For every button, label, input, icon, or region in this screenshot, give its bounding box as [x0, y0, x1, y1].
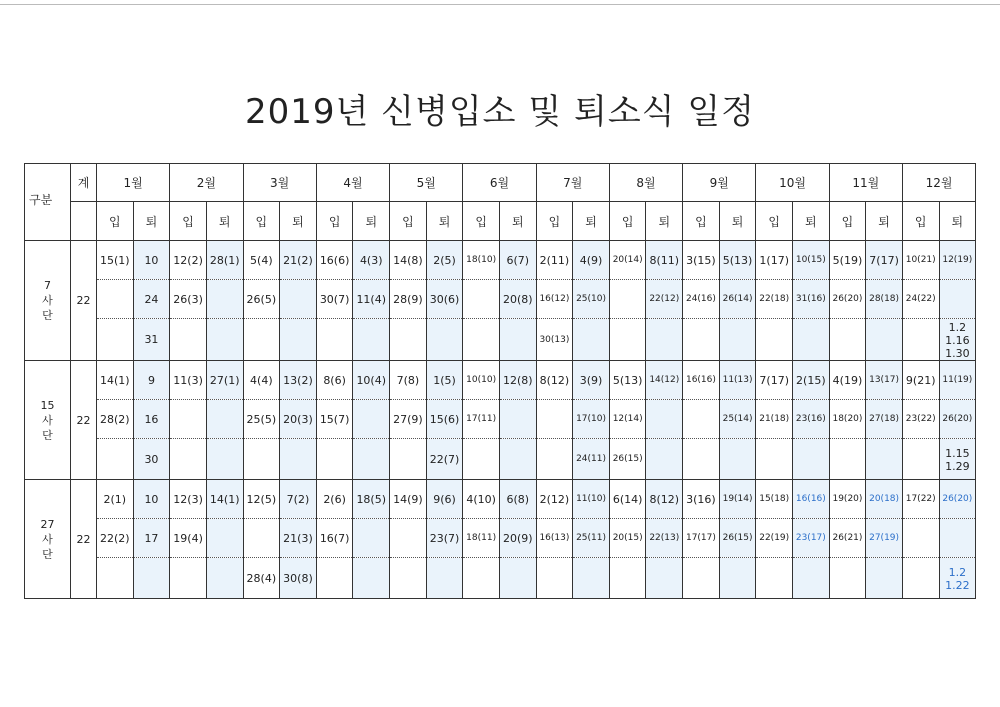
toe-cell: 15(6)	[426, 400, 463, 439]
toe-cell	[206, 558, 243, 599]
toe-cell: 11(4)	[353, 280, 390, 319]
month-header: 2월	[170, 164, 243, 202]
ip-header: 입	[829, 202, 866, 241]
ip-cell: 24(22)	[902, 280, 939, 319]
toe-cell: 2(15)	[793, 361, 830, 400]
toe-header: 퇴	[939, 202, 976, 241]
month-header: 5월	[390, 164, 463, 202]
ip-cell: 22(18)	[756, 280, 793, 319]
toe-cell	[939, 280, 976, 319]
schedule-row	[25, 519, 976, 558]
ip-cell: 18(20)	[829, 400, 866, 439]
ip-cell	[829, 558, 866, 599]
division-label-line: 사	[42, 413, 53, 427]
toe-cell: 10(15)	[793, 241, 830, 280]
toe-cell: 21(2)	[280, 241, 317, 280]
toe-cell: 22(13)	[646, 519, 683, 558]
ip-cell: 5(19)	[829, 241, 866, 280]
toe-cell: 30	[133, 439, 170, 480]
ip-cell	[902, 519, 939, 558]
toe-cell	[499, 319, 536, 361]
toe-cell: 26(15)	[719, 519, 756, 558]
division-label	[25, 241, 71, 361]
schedule-row	[25, 319, 976, 361]
ip-cell: 30(13)	[536, 319, 573, 361]
ip-cell: 8(12)	[536, 361, 573, 400]
toe-cell: 23(16)	[793, 400, 830, 439]
ip-cell: 18(11)	[463, 519, 500, 558]
ip-cell: 5(13)	[609, 361, 646, 400]
toe-cell: 4(3)	[353, 241, 390, 280]
toe-header: 퇴	[866, 202, 903, 241]
toe-header: 퇴	[133, 202, 170, 241]
ip-cell: 28(2)	[97, 400, 134, 439]
ip-cell: 26(20)	[829, 280, 866, 319]
toe-cell: 1(5)	[426, 361, 463, 400]
ip-cell: 16(6)	[316, 241, 353, 280]
ip-header: 입	[756, 202, 793, 241]
toe-cell	[206, 319, 243, 361]
schedule-row	[25, 361, 976, 400]
ip-cell	[316, 439, 353, 480]
ip-cell: 16(7)	[316, 519, 353, 558]
toe-cell: 8(11)	[646, 241, 683, 280]
ip-header: 입	[536, 202, 573, 241]
ip-cell: 12(14)	[609, 400, 646, 439]
ip-cell: 9(21)	[902, 361, 939, 400]
division-total: 22	[71, 480, 97, 599]
ip-cell	[829, 439, 866, 480]
ip-cell: 19(20)	[829, 480, 866, 519]
toe-cell	[646, 439, 683, 480]
toe-cell	[866, 558, 903, 599]
ip-cell	[536, 439, 573, 480]
ip-cell: 4(4)	[243, 361, 280, 400]
division-label-line: 단	[42, 547, 53, 561]
toe-cell	[646, 400, 683, 439]
toe-cell: 31(16)	[793, 280, 830, 319]
ip-cell	[756, 558, 793, 599]
ip-cell: 4(10)	[463, 480, 500, 519]
ip-cell	[316, 558, 353, 599]
ip-cell: 28(4)	[243, 558, 280, 599]
ip-cell: 20(14)	[609, 241, 646, 280]
division-label-line: 27	[40, 517, 55, 531]
toe-header: 퇴	[499, 202, 536, 241]
toe-cell	[793, 319, 830, 361]
toe-cell	[499, 400, 536, 439]
ip-cell: 15(1)	[97, 241, 134, 280]
schedule-table	[24, 163, 976, 599]
toe-cell: 20(18)	[866, 480, 903, 519]
ip-cell	[902, 439, 939, 480]
toe-cell: 10	[133, 241, 170, 280]
toe-header: 퇴	[206, 202, 243, 241]
division-label-line: 사	[42, 294, 53, 307]
month-header: 4월	[316, 164, 389, 202]
ip-cell	[756, 319, 793, 361]
toe-cell: 14(12)	[646, 361, 683, 400]
division-label-line: 사	[42, 532, 53, 546]
toe-cell	[719, 319, 756, 361]
toe-cell: 6(8)	[499, 480, 536, 519]
toe-cell: 10	[133, 480, 170, 519]
toe-cell: 20(8)	[499, 280, 536, 319]
toe-cell: 4(9)	[573, 241, 610, 280]
ip-cell: 2(11)	[536, 241, 573, 280]
toe-cell	[719, 558, 756, 599]
toe-cell	[206, 439, 243, 480]
toe-cell	[133, 558, 170, 599]
ip-cell	[463, 439, 500, 480]
toe-cell: 26(14)	[719, 280, 756, 319]
ip-cell	[243, 319, 280, 361]
toe-cell: 3(9)	[573, 361, 610, 400]
toe-cell	[280, 319, 317, 361]
ip-header: 입	[609, 202, 646, 241]
ip-cell	[756, 439, 793, 480]
ip-cell	[609, 319, 646, 361]
ip-cell: 17(17)	[683, 519, 720, 558]
toe-header: 퇴	[426, 202, 463, 241]
ip-header: 입	[390, 202, 427, 241]
ip-cell: 21(18)	[756, 400, 793, 439]
ip-cell: 16(13)	[536, 519, 573, 558]
toe-cell: 22(12)	[646, 280, 683, 319]
toe-cell: 7(17)	[866, 241, 903, 280]
ip-cell: 20(15)	[609, 519, 646, 558]
ip-cell: 11(3)	[170, 361, 207, 400]
toe-cell: 2(5)	[426, 241, 463, 280]
toe-cell	[353, 519, 390, 558]
toe-cell	[573, 558, 610, 599]
ip-cell	[316, 319, 353, 361]
toe-cell: 14(1)	[206, 480, 243, 519]
ip-cell: 10(10)	[463, 361, 500, 400]
ip-cell	[463, 558, 500, 599]
toe-cell	[646, 558, 683, 599]
toe-cell: 13(17)	[866, 361, 903, 400]
ip-cell	[463, 319, 500, 361]
scan-top-edge	[0, 4, 1000, 5]
ip-cell	[97, 319, 134, 361]
ip-cell	[170, 319, 207, 361]
toe-cell	[866, 439, 903, 480]
ip-cell: 19(4)	[170, 519, 207, 558]
ip-cell	[683, 439, 720, 480]
ip-header: 입	[683, 202, 720, 241]
toe-cell	[353, 319, 390, 361]
ip-cell: 10(21)	[902, 241, 939, 280]
toe-cell: 1.2 1.16 1.30	[939, 319, 976, 361]
ip-cell: 7(8)	[390, 361, 427, 400]
ip-cell: 3(16)	[683, 480, 720, 519]
toe-header: 퇴	[280, 202, 317, 241]
ip-cell: 26(15)	[609, 439, 646, 480]
ip-cell: 5(4)	[243, 241, 280, 280]
ip-cell	[390, 319, 427, 361]
toe-cell: 16	[133, 400, 170, 439]
month-header-row	[25, 164, 976, 202]
ip-cell	[97, 558, 134, 599]
toe-cell: 12(19)	[939, 241, 976, 280]
schedule-row	[25, 439, 976, 480]
toe-cell: 11(10)	[573, 480, 610, 519]
ip-cell: 14(9)	[390, 480, 427, 519]
ip-cell: 23(22)	[902, 400, 939, 439]
toe-cell: 12(8)	[499, 361, 536, 400]
ip-cell: 2(6)	[316, 480, 353, 519]
toe-cell: 8(12)	[646, 480, 683, 519]
toe-header: 퇴	[573, 202, 610, 241]
ip-cell: 2(1)	[97, 480, 134, 519]
toe-cell: 23(17)	[793, 519, 830, 558]
ip-cell	[243, 519, 280, 558]
schedule-row	[25, 480, 976, 519]
toe-cell: 23(7)	[426, 519, 463, 558]
ip-cell	[609, 280, 646, 319]
ip-cell: 17(22)	[902, 480, 939, 519]
ip-cell: 26(21)	[829, 519, 866, 558]
ip-cell	[683, 319, 720, 361]
toe-cell: 28(18)	[866, 280, 903, 319]
ip-header: 입	[463, 202, 500, 241]
toe-cell: 24	[133, 280, 170, 319]
toe-cell: 17(10)	[573, 400, 610, 439]
ip-cell	[243, 439, 280, 480]
ip-cell: 7(17)	[756, 361, 793, 400]
month-header: 10월	[756, 164, 829, 202]
toe-cell: 31	[133, 319, 170, 361]
toe-cell	[280, 280, 317, 319]
toe-header: 퇴	[719, 202, 756, 241]
page-title: 2019년 신병입소 및 퇴소식 일정	[244, 92, 756, 132]
toe-cell: 6(7)	[499, 241, 536, 280]
ip-cell: 30(7)	[316, 280, 353, 319]
ip-cell: 16(16)	[683, 361, 720, 400]
toe-cell: 24(11)	[573, 439, 610, 480]
division-label-line: 단	[42, 428, 53, 442]
ip-cell	[390, 439, 427, 480]
ip-cell	[97, 280, 134, 319]
toe-cell: 25(10)	[573, 280, 610, 319]
toe-cell: 1.15 1.29	[939, 439, 976, 480]
ip-cell	[902, 558, 939, 599]
toe-cell	[646, 319, 683, 361]
toe-cell	[866, 319, 903, 361]
toe-cell: 19(14)	[719, 480, 756, 519]
total-header: 계	[71, 164, 97, 202]
toe-cell: 21(3)	[280, 519, 317, 558]
ip-cell: 12(5)	[243, 480, 280, 519]
month-header: 3월	[243, 164, 316, 202]
ip-header: 입	[97, 202, 134, 241]
ip-cell: 25(5)	[243, 400, 280, 439]
toe-cell: 27(19)	[866, 519, 903, 558]
ip-cell	[536, 400, 573, 439]
gubun-header: 구분	[25, 164, 71, 241]
ip-cell	[609, 558, 646, 599]
toe-cell: 18(5)	[353, 480, 390, 519]
ip-header: 입	[902, 202, 939, 241]
ip-cell: 17(11)	[463, 400, 500, 439]
toe-cell: 30(6)	[426, 280, 463, 319]
ip-cell	[170, 439, 207, 480]
schedule-row	[25, 280, 976, 319]
ip-cell: 15(7)	[316, 400, 353, 439]
toe-cell: 11(19)	[939, 361, 976, 400]
division-total: 22	[71, 361, 97, 480]
month-header: 7월	[536, 164, 609, 202]
toe-cell: 28(1)	[206, 241, 243, 280]
toe-cell: 25(14)	[719, 400, 756, 439]
toe-cell: 27(18)	[866, 400, 903, 439]
division-total: 22	[71, 241, 97, 361]
toe-cell	[353, 439, 390, 480]
ip-cell	[170, 400, 207, 439]
ip-cell: 1(17)	[756, 241, 793, 280]
ip-cell: 12(3)	[170, 480, 207, 519]
toe-cell: 5(13)	[719, 241, 756, 280]
toe-cell	[206, 519, 243, 558]
toe-cell	[353, 558, 390, 599]
toe-cell	[426, 319, 463, 361]
ip-cell: 22(19)	[756, 519, 793, 558]
ip-cell: 18(10)	[463, 241, 500, 280]
ip-cell: 3(15)	[683, 241, 720, 280]
ip-cell: 24(16)	[683, 280, 720, 319]
ip-cell: 27(9)	[390, 400, 427, 439]
toe-cell: 26(20)	[939, 400, 976, 439]
month-header: 8월	[609, 164, 682, 202]
ip-cell: 28(9)	[390, 280, 427, 319]
toe-cell	[793, 558, 830, 599]
schedule-row	[25, 241, 976, 280]
ip-cell: 26(3)	[170, 280, 207, 319]
toe-cell	[206, 400, 243, 439]
toe-cell	[939, 519, 976, 558]
ip-cell: 26(5)	[243, 280, 280, 319]
month-header: 11월	[829, 164, 902, 202]
division-label-line: 단	[42, 309, 53, 322]
ip-cell: 22(2)	[97, 519, 134, 558]
ip-header: 입	[170, 202, 207, 241]
ip-cell: 12(2)	[170, 241, 207, 280]
toe-cell	[353, 400, 390, 439]
toe-cell: 27(1)	[206, 361, 243, 400]
toe-cell: 20(9)	[499, 519, 536, 558]
ip-cell	[683, 558, 720, 599]
ip-cell	[902, 319, 939, 361]
ip-cell: 16(12)	[536, 280, 573, 319]
ip-cell	[170, 558, 207, 599]
toe-cell	[573, 319, 610, 361]
toe-cell	[499, 439, 536, 480]
month-header: 1월	[97, 164, 170, 202]
ip-header: 입	[243, 202, 280, 241]
ip-cell: 4(19)	[829, 361, 866, 400]
ip-cell	[97, 439, 134, 480]
toe-cell: 11(13)	[719, 361, 756, 400]
division-label	[25, 361, 71, 480]
ip-cell	[536, 558, 573, 599]
toe-cell: 26(20)	[939, 480, 976, 519]
toe-cell: 10(4)	[353, 361, 390, 400]
toe-cell: 13(2)	[280, 361, 317, 400]
ip-cell: 2(12)	[536, 480, 573, 519]
toe-cell: 9	[133, 361, 170, 400]
ip-toe-header-row	[25, 202, 976, 241]
toe-cell: 16(16)	[793, 480, 830, 519]
month-header: 6월	[463, 164, 536, 202]
ip-cell: 15(18)	[756, 480, 793, 519]
ip-header: 입	[316, 202, 353, 241]
toe-cell: 22(7)	[426, 439, 463, 480]
toe-cell: 9(6)	[426, 480, 463, 519]
ip-cell	[829, 319, 866, 361]
toe-header: 퇴	[646, 202, 683, 241]
ip-cell	[390, 558, 427, 599]
toe-cell: 17	[133, 519, 170, 558]
division-label-line: 15	[40, 398, 55, 412]
month-header: 12월	[902, 164, 975, 202]
toe-header: 퇴	[793, 202, 830, 241]
toe-cell	[499, 558, 536, 599]
toe-cell	[426, 558, 463, 599]
schedule-row	[25, 400, 976, 439]
schedule-row	[25, 558, 976, 599]
ip-cell: 8(6)	[316, 361, 353, 400]
toe-cell	[280, 439, 317, 480]
ip-cell	[390, 519, 427, 558]
division-label	[25, 480, 71, 599]
division-label-line: 7	[44, 279, 51, 292]
month-header: 9월	[683, 164, 756, 202]
toe-cell: 20(3)	[280, 400, 317, 439]
ip-cell: 6(14)	[609, 480, 646, 519]
toe-cell	[793, 439, 830, 480]
toe-header: 퇴	[353, 202, 390, 241]
toe-cell: 25(11)	[573, 519, 610, 558]
ip-cell	[463, 280, 500, 319]
ip-cell: 14(8)	[390, 241, 427, 280]
toe-cell: 30(8)	[280, 558, 317, 599]
toe-cell	[206, 280, 243, 319]
toe-cell: 7(2)	[280, 480, 317, 519]
toe-cell: 1.2 1.22	[939, 558, 976, 599]
ip-cell	[683, 400, 720, 439]
toe-cell	[719, 439, 756, 480]
ip-cell: 14(1)	[97, 361, 134, 400]
total-sub-blank	[71, 202, 97, 241]
